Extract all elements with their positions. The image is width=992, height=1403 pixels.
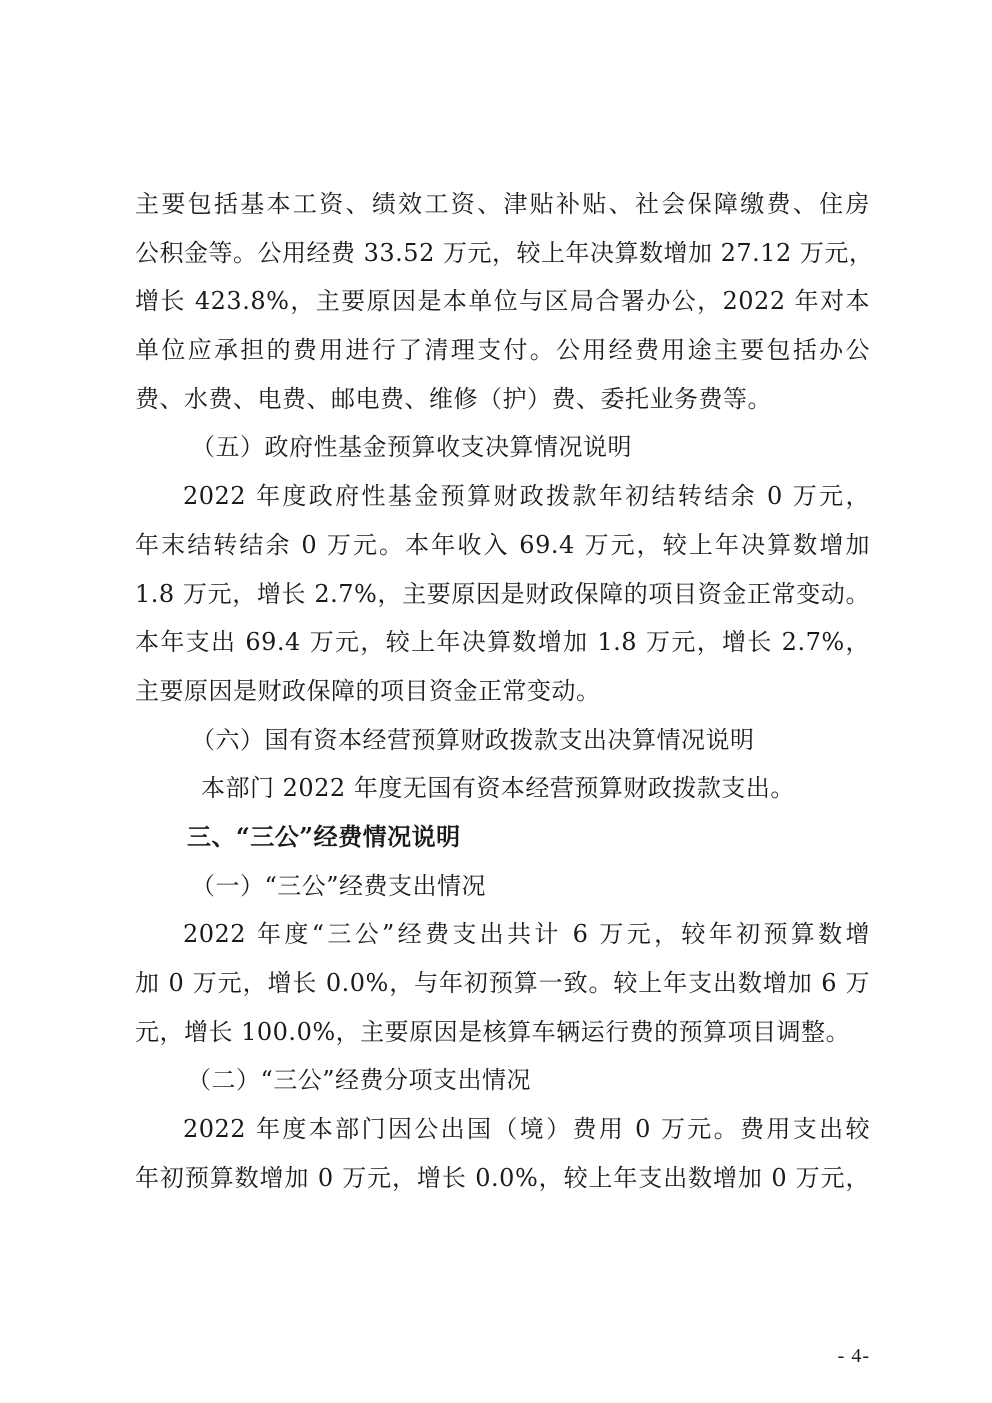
body-line: 主要原因是财政保障的项目资金正常变动。	[135, 676, 601, 705]
body-line: 年初预算数增加 0 万元，增长 0.0%，较上年支出数增加 0 万元，	[135, 1163, 870, 1192]
section-heading-5: （五）政府性基金预算收支决算情况说明	[191, 433, 632, 462]
body-line: 单位应承担的费用进行了清理支付。公用经费用途主要包括办公	[135, 336, 870, 365]
subsection-heading-2: （二）“三公”经费分项支出情况	[187, 1066, 532, 1095]
body-line: 本年支出 69.4 万元，较上年决算数增加 1.8 万元，增长 2.7%，	[135, 628, 870, 657]
body-line: 本部门 2022 年度无国有资本经营预算财政拨款支出。	[201, 774, 795, 803]
body-line: 年末结转结余 0 万元。本年收入 69.4 万元，较上年决算数增加	[135, 530, 870, 559]
page-number: - 4-	[837, 1345, 870, 1367]
body-line: 公积金等。公用经费 33.52 万元，较上年决算数增加 27.12 万元，	[135, 238, 874, 267]
section-heading-6: （六）国有资本经营预算财政拨款支出决算情况说明	[191, 725, 755, 754]
body-line: 2022 年度政府性基金预算财政拨款年初结转结余 0 万元，	[183, 482, 870, 511]
body-line: 增长 423.8%，主要原因是本单位与区局合署办公，2022 年对本	[135, 287, 870, 316]
body-line: 主要包括基本工资、绩效工资、津贴补贴、社会保障缴费、住房	[135, 190, 870, 218]
body-line: 元，增长 100.0%，主要原因是核算车辆运行费的预算项目调整。	[135, 1017, 851, 1046]
subsection-heading-1: （一）“三公”经费支出情况	[191, 871, 487, 900]
body-line: 费、水费、电费、邮电费、维修（护）费、委托业务费等。	[135, 384, 772, 413]
body-line: 加 0 万元，增长 0.0%，与年初预算一致。较上年支出数增加 6 万	[135, 969, 870, 997]
body-line: 2022 年度“三公”经费支出共计 6 万元，较年初预算数增	[183, 920, 870, 949]
document-body	[135, 180, 874, 1202]
body-line: 2022 年度本部门因公出国（境）费用 0 万元。费用支出较	[183, 1115, 870, 1144]
section-heading-3: 三、“三公”经费情况说明	[187, 821, 461, 851]
body-line: 1.8 万元，增长 2.7%，主要原因是财政保障的项目资金正常变动。	[135, 579, 870, 608]
